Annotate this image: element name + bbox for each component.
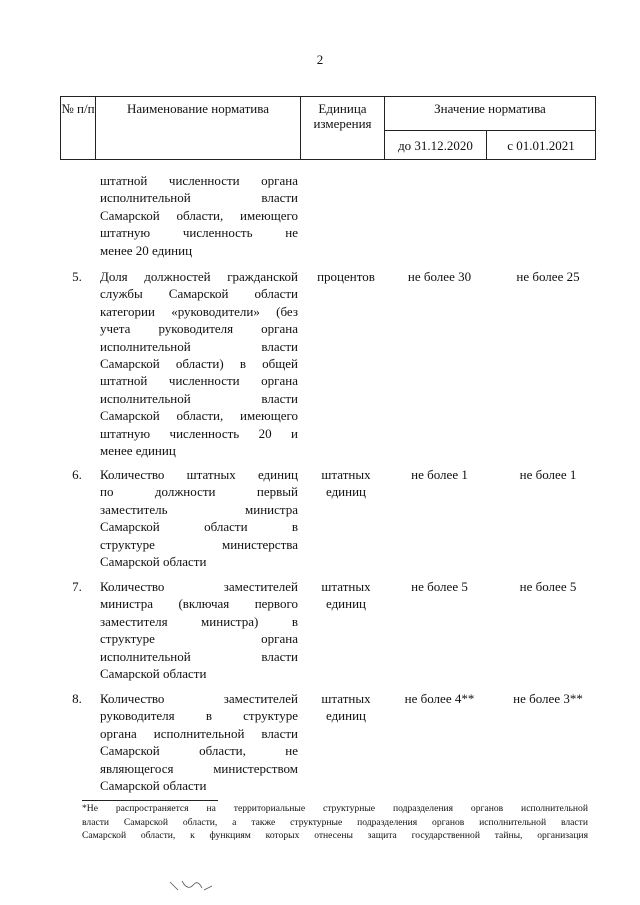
value-from-2021: не более 3** [513,691,583,706]
unit-of-measure: штатных единиц [321,579,371,612]
value-until-2020: не более 1 [411,467,468,482]
norm-name-line: министра (включая первого [100,596,298,612]
norm-name-line: заместителя министра) в [100,613,298,629]
norm-name-line: Доля должностей гражданской [100,269,298,284]
norm-name-line: Самарской области [100,778,207,794]
pen-mark [168,878,218,896]
value-until-2020: не более 5 [411,579,468,594]
norm-name-line: по должности первый [100,484,298,500]
norm-name-line: Самарской области, не [100,743,298,759]
norm-name-line: структуре министерства [100,536,298,552]
footnote-line: *Не распространяется на территориальные структурные подразделения органов исполнительной [82,803,588,814]
norm-name-line: Количество заместителей [100,579,298,594]
header-name: Наименование норматива [96,97,301,160]
norm-name-line: Самарской области [100,554,207,570]
value-from-2021: не более 25 [516,269,580,284]
norm-name-line: менее единиц [100,443,176,459]
footnote-line: Самарской области, к функциям которых отнесены защита государственной тайны, организация [82,830,588,841]
norm-name-line: исполнительной власти [100,648,298,664]
norm-name [100,578,298,682]
norm-name [100,466,298,570]
norm-name [100,172,298,259]
value-until-2020: не более 30 [407,269,472,284]
norm-name-line: штатной численности органа [100,373,298,389]
row-number: 6. [72,467,82,482]
norm-name-line: Самарской области) в общей [100,356,298,372]
row-number: 5. [72,269,82,284]
header-number: № п/п [61,97,96,160]
row-number: 8. [72,691,82,706]
norm-name-line: Самарской области [100,666,207,682]
unit-of-measure: штатных единиц [321,691,371,724]
norm-name-line: категории «руководители» (без [100,303,298,319]
footnote [82,802,588,843]
footnote-separator [82,800,218,801]
row-number: 7. [72,579,82,594]
norm-name-line: Количество заместителей [100,691,298,706]
header-value: Значение норматива [385,97,596,131]
norm-name-line: штатную численность не [100,225,298,241]
norm-name [100,690,298,794]
header-unit: Единица измерения [301,97,385,160]
header-period-2: с 01.01.2021 [487,131,596,160]
value-from-2021: не более 5 [519,579,577,594]
norm-name-line: штатной численности органа [100,173,298,188]
norm-name-line: Количество штатных единиц [100,467,298,482]
norm-name-line: структуре органа [100,631,298,647]
norm-name-line: менее 20 единиц [100,242,193,258]
unit-of-measure: штатных единиц [321,467,371,500]
footnote-line: власти Самарской области, а также структурные подразделения органов исполнительной власти [82,816,588,828]
norm-name-line: являющегося министерством [100,760,298,776]
norms-table-header [60,96,596,160]
norm-name-line: службы Самарской области [100,286,298,302]
norm-name-line: исполнительной власти [100,390,298,406]
value-until-2020: не более 4** [404,691,475,706]
value-from-2021: не более 1 [519,467,577,482]
norm-name-line: учета руководителя органа [100,321,298,337]
norm-name-line: Самарской области в [100,519,298,535]
page-number: 2 [316,52,324,67]
norm-name [100,268,298,459]
norm-name-line: органа исполнительной власти [100,725,298,741]
norm-name-line: руководителя в структуре [100,708,298,724]
norm-name-line: исполнительной власти [100,338,298,354]
norm-name-line: Самарской области, имеющего [100,207,298,223]
unit-of-measure: процентов [317,269,375,284]
norm-name-line: Самарской области, имеющего [100,408,298,424]
norm-name-line: заместитель министра [100,501,298,517]
header-period-1: до 31.12.2020 [385,131,487,160]
norm-name-line: исполнительной власти [100,190,298,206]
norm-name-line: штатную численность 20 и [100,425,298,441]
